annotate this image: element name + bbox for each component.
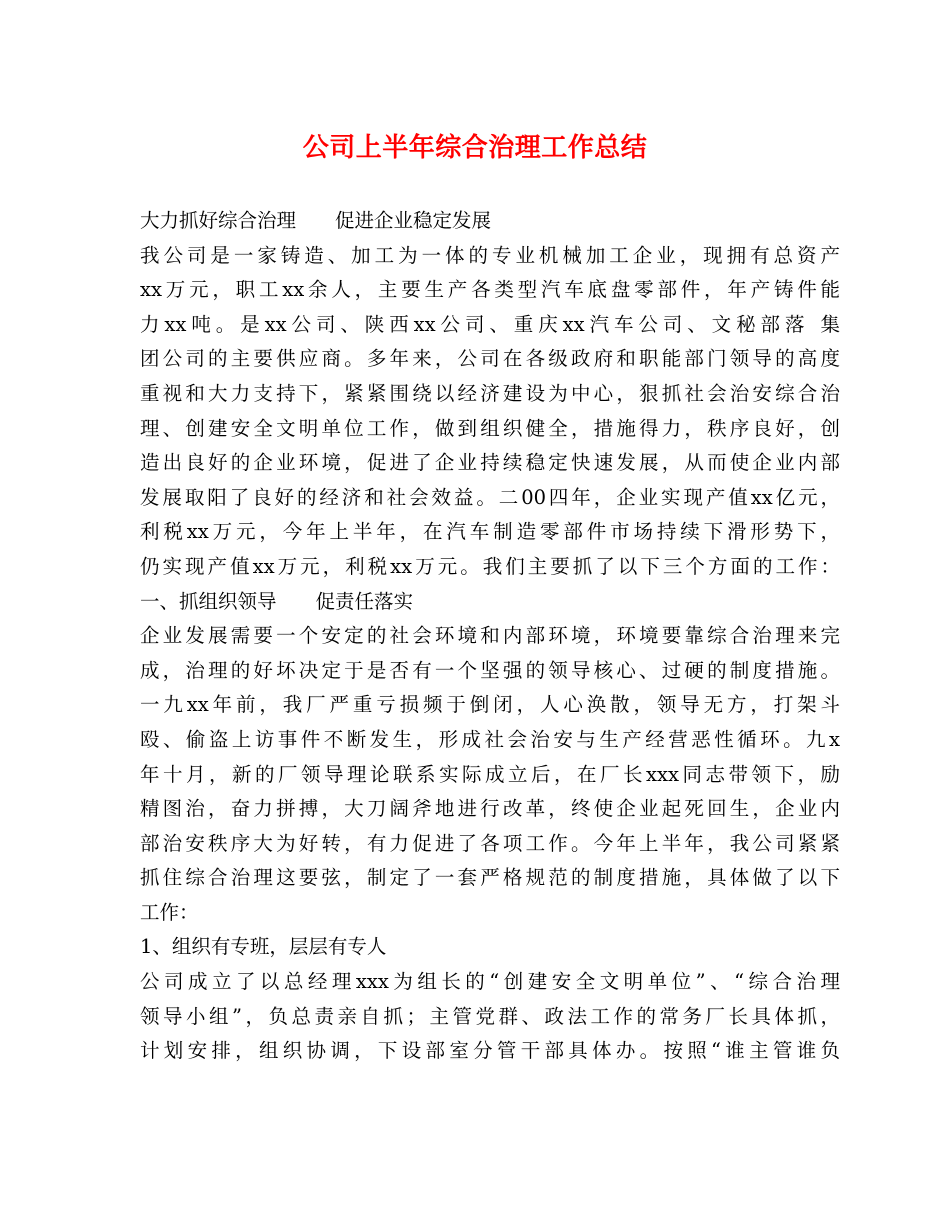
document-body: [140, 204, 840, 1069]
paragraph-line: 力xx吨。是xx公司、陕西xx公司、重庆xx汽车公司、文秘部落 集: [140, 312, 840, 336]
document-title: 公司上半年综合治理工作总结: [302, 133, 648, 163]
paragraph-line: 我公司是一家铸造、加工为一体的专业机械加工企业，现拥有总资产: [140, 243, 840, 267]
paragraph-line: 殴、偷盗上访事件不断发生，形成社会治安与生产经营恶性循环。九x: [140, 727, 840, 751]
paragraph-line: 企业发展需要一个安定的社会环境和内部环境，环境要靠综合治理来完: [140, 624, 840, 648]
paragraph-line: xx万元，职工xx余人，主要生产各类型汽车底盘零部件，年产铸件能: [140, 278, 840, 302]
paragraph-line: 理、创建安全文明单位工作，做到组织健全，措施得力，秩序良好，创: [140, 416, 840, 440]
paragraph-line: 团公司的主要供应商。多年来，公司在各级政府和职能部门领导的高度: [140, 347, 840, 371]
paragraph-line: 造出良好的企业环境，促进了企业持续稳定快速发展，从而使企业内部: [140, 451, 840, 475]
subsection-heading: 1、组织有专班，层层有专人: [140, 935, 387, 959]
paragraph-line: 仍实现产值xx万元，利税xx万元。我们主要抓了以下三个方面的工作：: [140, 554, 840, 578]
paragraph-line: 一九xx年前，我厂严重亏损频于倒闭，人心涣散，领导无方，打架斗: [140, 693, 840, 717]
paragraph-line: 抓住综合治理这要弦，制定了一套严格规范的制度措施，具体做了以下: [140, 866, 840, 890]
paragraph-line: 部治安秩序大为好转，有力促进了各项工作。今年上半年，我公司紧紧: [140, 831, 840, 855]
paragraph-line: 领导小组”，负总责亲自抓；主管党群、政法工作的常务厂长具体抓，: [140, 1004, 840, 1028]
paragraph-line: 工作：: [140, 900, 199, 924]
paragraph-line: 发展取阳了良好的经济和社会效益。二00四年，企业实现产值xx亿元，: [140, 485, 840, 509]
subtitle-line: 大力抓好综合治理 促进企业稳定发展: [140, 209, 492, 232]
paragraph-line: 重视和大力支持下，紧紧围绕以经济建设为中心，狠抓社会治安综合治: [140, 381, 840, 405]
paragraph-line: 公司成立了以总经理xxx为组长的“创建安全文明单位”、“综合治理: [140, 970, 840, 994]
paragraph-line: 成，治理的好坏决定于是否有一个坚强的领导核心、过硬的制度措施。: [140, 658, 840, 682]
paragraph-line: 精图治，奋力拼搏，大刀阔斧地进行改革，终使企业起死回生，企业内: [140, 797, 840, 821]
paragraph-line: 年十月，新的厂领导理论联系实际成立后，在厂长xxx同志带领下，励: [140, 762, 840, 786]
section-heading: 一、抓组织领导 促责任落实: [140, 589, 414, 613]
paragraph-line: 利税xx万元，今年上半年，在汽车制造零部件市场持续下滑形势下，: [140, 520, 840, 544]
paragraph-line: 计划安排，组织协调，下设部室分管干部具体办。按照“谁主管谁负: [140, 1039, 840, 1063]
